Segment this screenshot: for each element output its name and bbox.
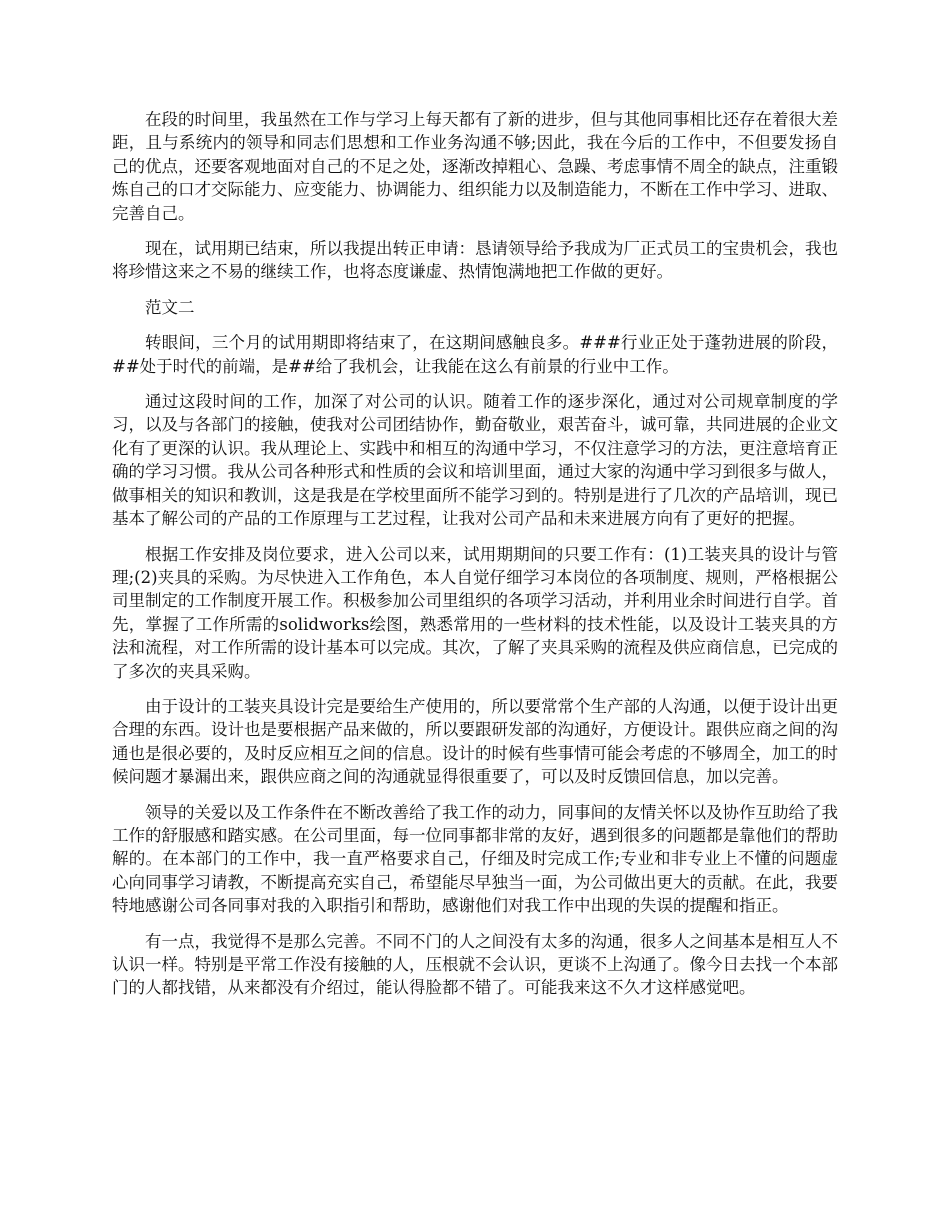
paragraph-6: 由于设计的工装夹具设计完是要给生产使用的，所以要常常个生产部的人沟通，以便于设计出更合理的东西。设计也是要根据产品来做的，所以要跟研发部的沟通好，方便设计。跟供应商之间的沟通也是很必要的，及时反应相互之间的信息。设计的时候有些事情可能会考虑的不够周全，加工的时候问题才暴漏出来，跟供应商之间的沟通就显得很重要了，可以及时反馈回信息，加以完善。 xyxy=(112,696,838,787)
paragraph-5: 根据工作安排及岗位要求，进入公司以来，试用期期间的只要工作有：(1)工装夹具的设计与管理;(2)夹具的采购。为尽快进入工作角色，本人自觉仔细学习本岗位的各项制度、规则，严格根据公司里制定的工作制度开展工作。积极参加公司里组织的各项学习活动，并利用业余时间进行自学。首先，掌握了工作所需的solidworks绘图，熟悉常用的一些材料的技术性能，以及设计工装夹具的方法和流程，对工作所需的设计基本可以完成。其次，了解了夹具采购的流程及供应商信息，已完成的了多次的夹具采购。 xyxy=(112,544,838,681)
paragraph-3: 转眼间，三个月的试用期即将结束了，在这期间感触良多。###行业正处于蓬勃进展的阶段，##处于时代的前端，是##给了我机会，让我能在这么有前景的行业中工作。 xyxy=(112,333,838,376)
paragraph-7: 领导的关爱以及工作条件在不断改善给了我工作的动力，同事间的友情关怀以及协作互助给了我工作的舒服感和踏实感。在公司里面，每一位同事都非常的友好，遇到很多的问题都是靠他们的帮助解的。在本部门的工作中，我一直严格要求自己，仔细及时完成工作;专业和非专业上不懂的问题虚心向同事学习请教，不断提高充实自己，希望能尽早独当一面，为公司做出更大的贡献。在此，我要特地感谢公司各同事对我的入职指引和帮助，感谢他们对我工作中出现的失误的提醒和指正。 xyxy=(112,802,838,916)
document-body xyxy=(112,108,838,1012)
paragraph-4: 通过这段时间的工作，加深了对公司的认识。随着工作的逐步深化，通过对公司规章制度的学习，以及与各部门的接触，使我对公司团结协作，勤奋敬业，艰苦奋斗，诚可靠，共同进展的企业文化有了更深的认识。我从理论上、实践中和相互的沟通中学习，不仅注意学习的方法，更注意培育正确的学习习惯。我从公司各种形式和性质的会议和培训里面，通过大家的沟通中学习到很多与做人，做事相关的知识和教训，这是我是在学校里面所不能学习到的。特别是进行了几次的产品培训，现已基本了解公司的产品的工作原理与工艺过程，让我对公司产品和未来进展方向有了更好的把握。 xyxy=(112,392,838,529)
paragraph-8: 有一点，我觉得不是那么完善。不同不门的人之间没有太多的沟通，很多人之间基本是相互人不认识一样。特别是平常工作没有接触的人，压根就不会认识，更谈不上沟通了。像今日去找一个本部门的人都找错，从来都没有介绍过，能认得脸都不错了。可能我来这不久才这样感觉吧。 xyxy=(112,931,838,998)
paragraph-2: 现在，试用期已结束，所以我提出转正申请：恳请领导给予我成为厂正式员工的宝贵机会，我也将珍惜这来之不易的继续工作，也将态度谦虚、热情饱满地把工作做的更好。 xyxy=(112,239,838,282)
paragraph-1: 在段的时间里，我虽然在工作与学习上每天都有了新的进步，但与其他同事相比还存在着很大差距，且与系统内的领导和同志们思想和工作业务沟通不够;因此，我在今后的工作中，不但要发扬自己的优点，还要客观地面对自己的不足之处，逐渐改掉粗心、急躁、考虑事情不周全的缺点，注重锻炼自己的口才交际能力、应变能力、协调能力、组织能力以及制造能力，不断在工作中学习、进取、完善自己。 xyxy=(112,110,838,223)
section-heading: 范文二 xyxy=(145,297,195,317)
